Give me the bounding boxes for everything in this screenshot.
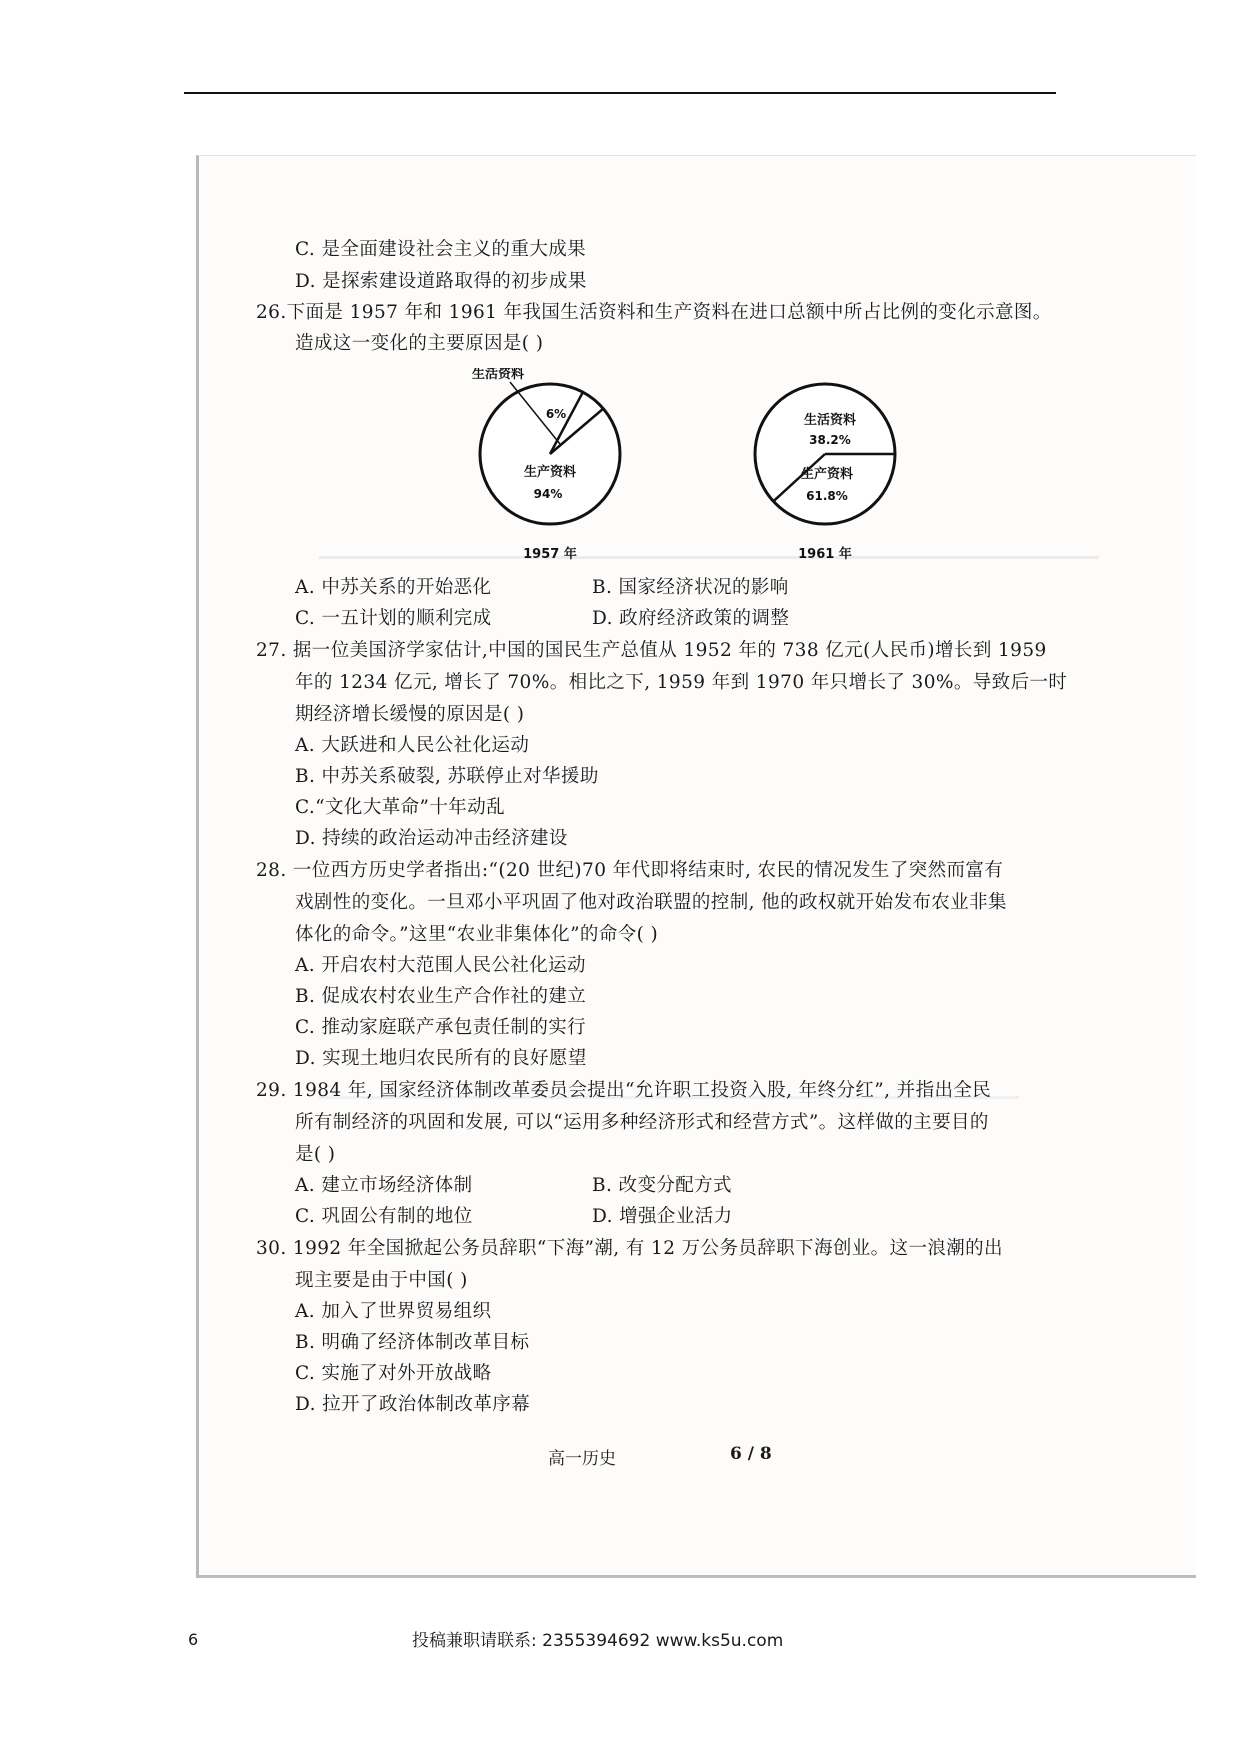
q27-stem-line3: 期经济增长缓慢的原因是( ): [295, 704, 525, 725]
q28-option-b: B. 促成农村农业生产合作社的建立: [295, 986, 587, 1007]
q29-stem-line2: 所有制经济的巩固和发展, 可以“运用多种经济形式和经营方式”。这样做的主要目的: [295, 1112, 989, 1133]
q28-stem-line3: 体化的命令。”这里“农业非集体化”的命令( ): [295, 924, 659, 945]
q27-option-a: A. 大跃进和人民公社化运动: [295, 735, 530, 756]
q26-option-d: D. 政府经济政策的调整: [592, 608, 790, 629]
q26-option-b: B. 国家经济状况的影响: [592, 577, 789, 598]
q27-option-c: C.“文化大革命”十年动乱: [295, 797, 505, 818]
option-d-carry: D. 是探索建设道路取得的初步成果: [295, 271, 587, 292]
q27-stem-line2: 年的 1234 亿元, 增长了 70%。相比之下, 1959 年到 1970 年只增长了 30%。导致后一时: [295, 672, 1068, 693]
pie-chart-title: 1957 年: [523, 547, 577, 562]
q30-option-c: C. 实施了对外开放战略: [295, 1363, 492, 1384]
q26-pie-charts: [430, 368, 950, 568]
pie-label-category: 生产资料: [523, 465, 577, 480]
q30-option-a: A. 加入了世界贸易组织: [295, 1301, 492, 1322]
pie-value-label: 61.8%: [806, 489, 848, 503]
q29-stem-line3: 是( ): [295, 1144, 336, 1165]
pie-value-label: 38.2%: [809, 433, 851, 447]
page-number: 6: [188, 1630, 199, 1649]
q28-option-c: C. 推动家庭联产承包责任制的实行: [295, 1017, 587, 1038]
q27-stem-line1: 27. 据一位美国济学家估计,中国的国民生产总值从 1952 年的 738 亿元(人民币)增长到 1959: [256, 640, 1047, 661]
q29-option-c: C. 巩固公有制的地位: [295, 1206, 473, 1227]
scan-page-indicator: 6 / 8: [730, 1444, 772, 1464]
q29-option-d: D. 增强企业活力: [592, 1206, 733, 1227]
q30-option-b: B. 明确了经济体制改革目标: [295, 1332, 530, 1353]
q27-option-d: D. 持续的政治运动冲击经济建设: [295, 828, 568, 849]
q28-option-a: A. 开启农村大范围人民公社化运动: [295, 955, 586, 976]
option-c-carry: C. 是全面建设社会主义的重大成果: [295, 239, 587, 260]
q29-stem-line1: 29. 1984 年, 国家经济体制改革委员会提出“允许职工投资入股, 年终分红”, 并指出全民: [256, 1080, 992, 1101]
q26-option-c: C. 一五计划的顺利完成: [295, 608, 492, 629]
q27-option-b: B. 中苏关系破裂, 苏联停止对华援助: [295, 766, 599, 787]
q30-stem-line2: 现主要是由于中国( ): [295, 1270, 468, 1291]
q29-option-a: A. 建立市场经济体制: [295, 1175, 473, 1196]
q26-stem-line1: 26.下面是 1957 年和 1961 年我国生活资料和生产资料在进口总额中所占比例的变化示意图。: [256, 302, 1052, 323]
pie-label-category: 生活资料: [803, 413, 857, 428]
q26-option-a: A. 中苏关系的开始恶化: [295, 577, 492, 598]
q28-stem-line2: 戏剧性的变化。一旦邓小平巩固了他对政治联盟的控制, 他的政权就开始发布农业非集: [295, 892, 1007, 913]
q28-stem-line1: 28. 一位西方历史学者指出:“(20 世纪)70 年代即将结束时, 农民的情况发生了突然而富有: [256, 860, 1004, 881]
q30-stem-line1: 30. 1992 年全国掀起公务员辞职“下海”潮, 有 12 万公务员辞职下海创业。这一浪潮的出: [256, 1238, 1003, 1259]
pie-value-label: 94%: [533, 487, 563, 501]
q26-stem-line2: 造成这一变化的主要原因是( ): [295, 333, 544, 354]
pie-label-category: 生活资料: [471, 368, 525, 382]
pie-chart-1957: [472, 368, 620, 562]
pie-chart-1961: [755, 384, 895, 562]
scan-subject-label: 高一历史: [548, 1449, 616, 1469]
q29-option-b: B. 改变分配方式: [592, 1175, 732, 1196]
pie-label-category: 生产资料: [800, 467, 854, 482]
q30-option-d: D. 拉开了政治体制改革序幕: [295, 1394, 531, 1415]
pie-chart-title: 1961 年: [798, 547, 852, 562]
contact-line: 投稿兼职请联系: 2355394692 www.ks5u.com: [412, 1631, 784, 1651]
pie-value-label: 6%: [545, 407, 567, 421]
q28-option-d: D. 实现土地归农民所有的良好愿望: [295, 1048, 587, 1069]
header-rule: [184, 92, 1056, 94]
